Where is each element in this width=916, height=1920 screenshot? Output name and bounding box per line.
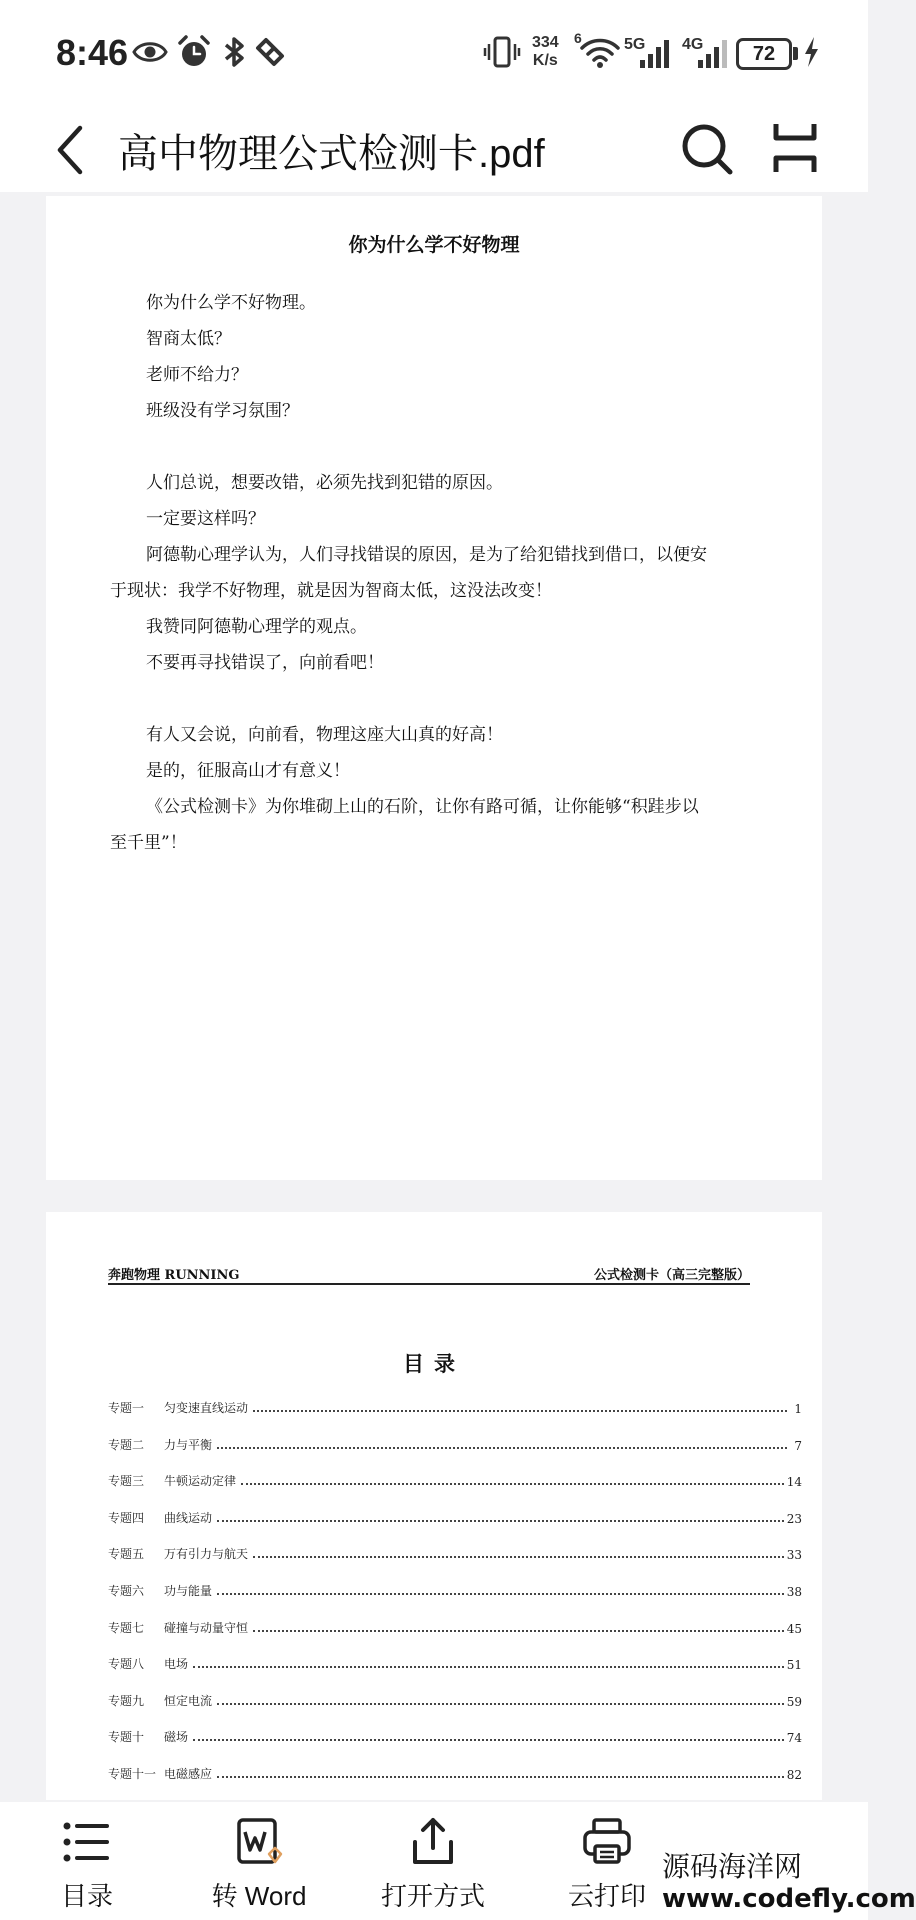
toolbar-label: 云打印 xyxy=(567,1881,646,1911)
toc-row[interactable] xyxy=(108,1652,802,1672)
toolbar-label: 目录 xyxy=(60,1881,113,1911)
toc-row[interactable] xyxy=(108,1542,802,1562)
expand-icon[interactable] xyxy=(770,120,820,176)
toc-chapter-title: 曲线运动 xyxy=(164,1510,213,1525)
eye-icon xyxy=(132,34,168,70)
paragraph-line: 智商太低？ xyxy=(146,329,231,349)
toc-chapter-title: 牛顿运动定律 xyxy=(164,1474,237,1489)
paragraph-line: 有人又会说，向前看，物理这座大山真的好高！ xyxy=(146,725,503,745)
toolbar-label: 转 Word xyxy=(211,1881,307,1911)
signal-4g-label: 4G xyxy=(682,36,704,53)
net-speed-value: 334 xyxy=(532,34,559,51)
running-header-left: 奔跑物理 RUNNING xyxy=(108,1268,240,1283)
toc-chapter-number: 专题四 xyxy=(108,1510,145,1525)
toc-chapter-number: 专题七 xyxy=(108,1620,145,1635)
document-title: 高中物理公式检测卡.pdf xyxy=(118,132,545,176)
network-speed xyxy=(532,34,559,70)
toc-chapter-title: 匀变速直线运动 xyxy=(164,1401,249,1415)
toc-page-number: 59 xyxy=(786,1694,802,1709)
toc-leader-dots xyxy=(217,1593,784,1595)
paragraph-line: 一定要这样吗？ xyxy=(146,509,265,529)
toc-row[interactable] xyxy=(108,1579,802,1599)
toc-chapter-title: 力与平衡 xyxy=(164,1437,213,1452)
toc-page-number: 51 xyxy=(786,1658,802,1673)
toc-row[interactable] xyxy=(108,1616,802,1636)
toc-page-number: 33 xyxy=(786,1548,802,1563)
toolbar-label: 打开方式 xyxy=(380,1881,485,1911)
paragraph-line: 你为什么学不好物理。 xyxy=(146,293,316,313)
toc-row[interactable] xyxy=(108,1689,802,1709)
toc-leader-dots xyxy=(253,1410,787,1412)
toc-chapter-number: 专题三 xyxy=(108,1474,145,1489)
toc-leader-dots xyxy=(217,1447,787,1449)
signal-icon xyxy=(636,34,674,70)
toc-chapter-number: 专题八 xyxy=(108,1657,145,1672)
bluetooth-icon xyxy=(216,34,252,70)
paragraph-line: 人们总说，想要改错，必须先找到犯错的原因。 xyxy=(146,473,503,493)
toc-chapter-title: 功与能量 xyxy=(164,1584,213,1598)
paragraph-line: 是的，征服高山才有意义！ xyxy=(146,761,350,781)
status-time: 8:46 xyxy=(56,32,129,73)
convert-word-icon xyxy=(233,1816,285,1868)
share-open-icon xyxy=(407,1816,459,1868)
battery-indicator: 72 xyxy=(736,38,792,70)
toc-row[interactable] xyxy=(108,1506,802,1526)
toc-leader-dots xyxy=(193,1666,784,1668)
toc-chapter-title: 万有引力与航天 xyxy=(164,1547,249,1562)
toolbar-button-toc[interactable] xyxy=(12,1802,162,1920)
paragraph-line: 《公式检测卡》为你堆砌上山的石阶，让你有路可循，让你能够“积跬步以 xyxy=(146,797,699,817)
toc-leader-dots xyxy=(253,1630,784,1632)
toc-chapter-title: 电磁感应 xyxy=(164,1767,213,1781)
signal-icon xyxy=(694,34,732,70)
toc-page-number: 1 xyxy=(794,1402,802,1416)
toc-chapter-number: 专题五 xyxy=(108,1547,145,1562)
toc-leader-dots xyxy=(253,1556,784,1558)
header-rule xyxy=(108,1283,750,1285)
toc-chapter-number: 专题九 xyxy=(108,1693,145,1708)
wifi-icon xyxy=(578,34,622,70)
document-header xyxy=(0,108,868,192)
paragraph-line: 我赞同阿德勒心理学的观点。 xyxy=(146,617,367,637)
status-bar xyxy=(0,0,868,108)
toc-row[interactable] xyxy=(108,1469,802,1489)
toc-title: 目录 xyxy=(403,1351,465,1376)
paragraph-line: 不要再寻找错误了，向前看吧！ xyxy=(146,653,384,673)
back-icon[interactable] xyxy=(50,120,94,180)
watermark-url: www.codefly.com xyxy=(662,1884,916,1914)
toc-page-number: 45 xyxy=(786,1621,802,1636)
vibrate-icon xyxy=(484,34,520,70)
printer-icon xyxy=(581,1816,633,1868)
paragraph-line: 至千里”！ xyxy=(110,833,187,853)
toc-page-number: 38 xyxy=(786,1585,802,1599)
toc-row[interactable] xyxy=(108,1762,802,1782)
toc-page-number: 74 xyxy=(786,1731,802,1746)
toc-chapter-number: 专题一 xyxy=(108,1401,145,1415)
toc-page-number: 7 xyxy=(794,1438,802,1453)
toc-page-number: 23 xyxy=(786,1511,802,1526)
toc-chapter-number: 专题六 xyxy=(108,1584,145,1598)
toolbar-button-open-with[interactable] xyxy=(358,1802,508,1920)
toc-row[interactable] xyxy=(108,1725,802,1745)
wifi-badge: 6 xyxy=(574,30,582,46)
toc-leader-dots xyxy=(217,1703,784,1705)
net-speed-unit: K/s xyxy=(532,52,558,69)
toc-chapter-number: 专题十一 xyxy=(108,1767,157,1781)
toc-leader-dots xyxy=(193,1739,784,1741)
page-heading: 你为什么学不好物理 xyxy=(348,234,520,256)
toc-chapter-title: 电场 xyxy=(164,1657,189,1672)
alarm-icon xyxy=(176,34,212,70)
pdf-page-1[interactable] xyxy=(46,196,822,1180)
toc-leader-dots xyxy=(241,1483,784,1485)
toc-chapter-title: 恒定电流 xyxy=(164,1693,213,1708)
toc-row[interactable] xyxy=(108,1433,802,1453)
toc-leader-dots xyxy=(217,1776,784,1778)
search-icon[interactable] xyxy=(676,118,736,178)
signal-5g-label: 5G xyxy=(624,36,646,53)
paragraph-line: 于现状：我学不好物理，就是因为智商太低，这没法改变！ xyxy=(110,581,552,601)
toc-page-number: 14 xyxy=(786,1475,802,1490)
toc-chapter-title: 磁场 xyxy=(164,1730,189,1745)
toolbar-button-convert-word[interactable] xyxy=(184,1802,334,1920)
watermark-text: 源码海洋网 xyxy=(662,1850,803,1883)
toc-chapter-number: 专题二 xyxy=(108,1437,145,1452)
toc-list-icon xyxy=(61,1816,113,1868)
paragraph-line: 班级没有学习氛围？ xyxy=(146,401,299,421)
nfc-icon xyxy=(252,34,288,70)
toolbar-button-cloud-print[interactable] xyxy=(532,1802,682,1920)
toc-row[interactable] xyxy=(108,1396,802,1416)
pdf-page-2[interactable] xyxy=(46,1212,822,1800)
paragraph-line: 老师不给力？ xyxy=(146,365,248,385)
paragraph-line: 阿德勒心理学认为，人们寻找错误的原因，是为了给犯错找到借口，以便安 xyxy=(146,545,707,565)
toc-chapter-title: 碰撞与动量守恒 xyxy=(164,1620,249,1635)
toc-page-number: 82 xyxy=(786,1768,802,1782)
toc-chapter-number: 专题十 xyxy=(108,1730,145,1745)
running-header-right: 公式检测卡（高三完整版） xyxy=(593,1268,750,1283)
battery-tip xyxy=(793,47,798,60)
charging-icon xyxy=(800,34,822,70)
toc-leader-dots xyxy=(217,1520,784,1522)
